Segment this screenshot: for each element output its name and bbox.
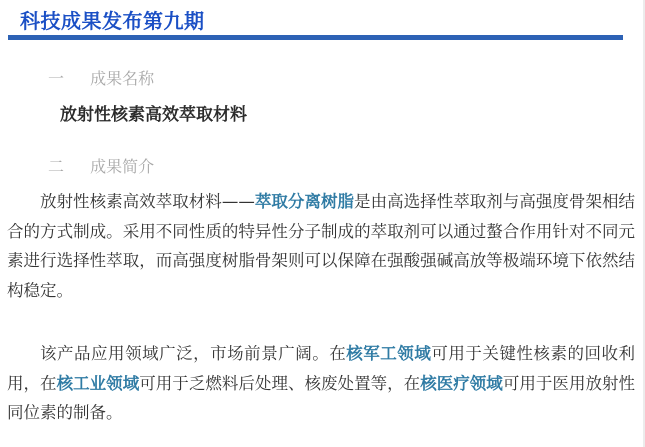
highlighted-term: 核军工领域 (346, 344, 432, 363)
section-number: 二 (48, 157, 65, 176)
page-header (0, 0, 643, 40)
section-label: 成果简介 (90, 157, 155, 176)
body-text-run: 是由高选择性萃取剂与高强度骨架相结合的方式制成。采用不同性质的特异性分子制成的萃取剂可以通过螯合作用针对不同元素进行选择性萃取，而高强度树脂骨架则可以保障在强酸强碱高放等极端环境下依然结构稳定。 (7, 192, 636, 300)
section-label: 成果名称 (90, 69, 155, 88)
highlighted-term: 核工业领域 (56, 373, 140, 393)
paragraph-material-description (7, 187, 635, 305)
body-text-run: 该产品应用领域广泛，市场前景广阔。在 (40, 344, 347, 363)
body-text-run: 放射性核素高效萃取材料—— (40, 192, 255, 211)
section-number: 一 (48, 69, 65, 88)
section-heading-achievement-name (48, 69, 643, 89)
document-body (0, 69, 643, 428)
page-title: 科技成果发布第九期 (20, 9, 205, 33)
paragraph-application-fields (7, 339, 635, 428)
header-divider (8, 35, 623, 40)
body-text-run: 可用于乏燃料后处理、核废处置等，在 (139, 373, 421, 393)
achievement-name: 放射性核素高效萃取材料 (60, 105, 247, 125)
highlighted-term: 核医疗领域 (420, 373, 503, 393)
section-heading-achievement-intro (48, 157, 643, 177)
highlighted-term: 萃取分离树脂 (254, 192, 355, 211)
body-text-run: 可用于医用放射性同位素的制备。 (7, 373, 636, 422)
body-text-run: 可用于关键性核素的回收利用，在 (7, 344, 636, 393)
